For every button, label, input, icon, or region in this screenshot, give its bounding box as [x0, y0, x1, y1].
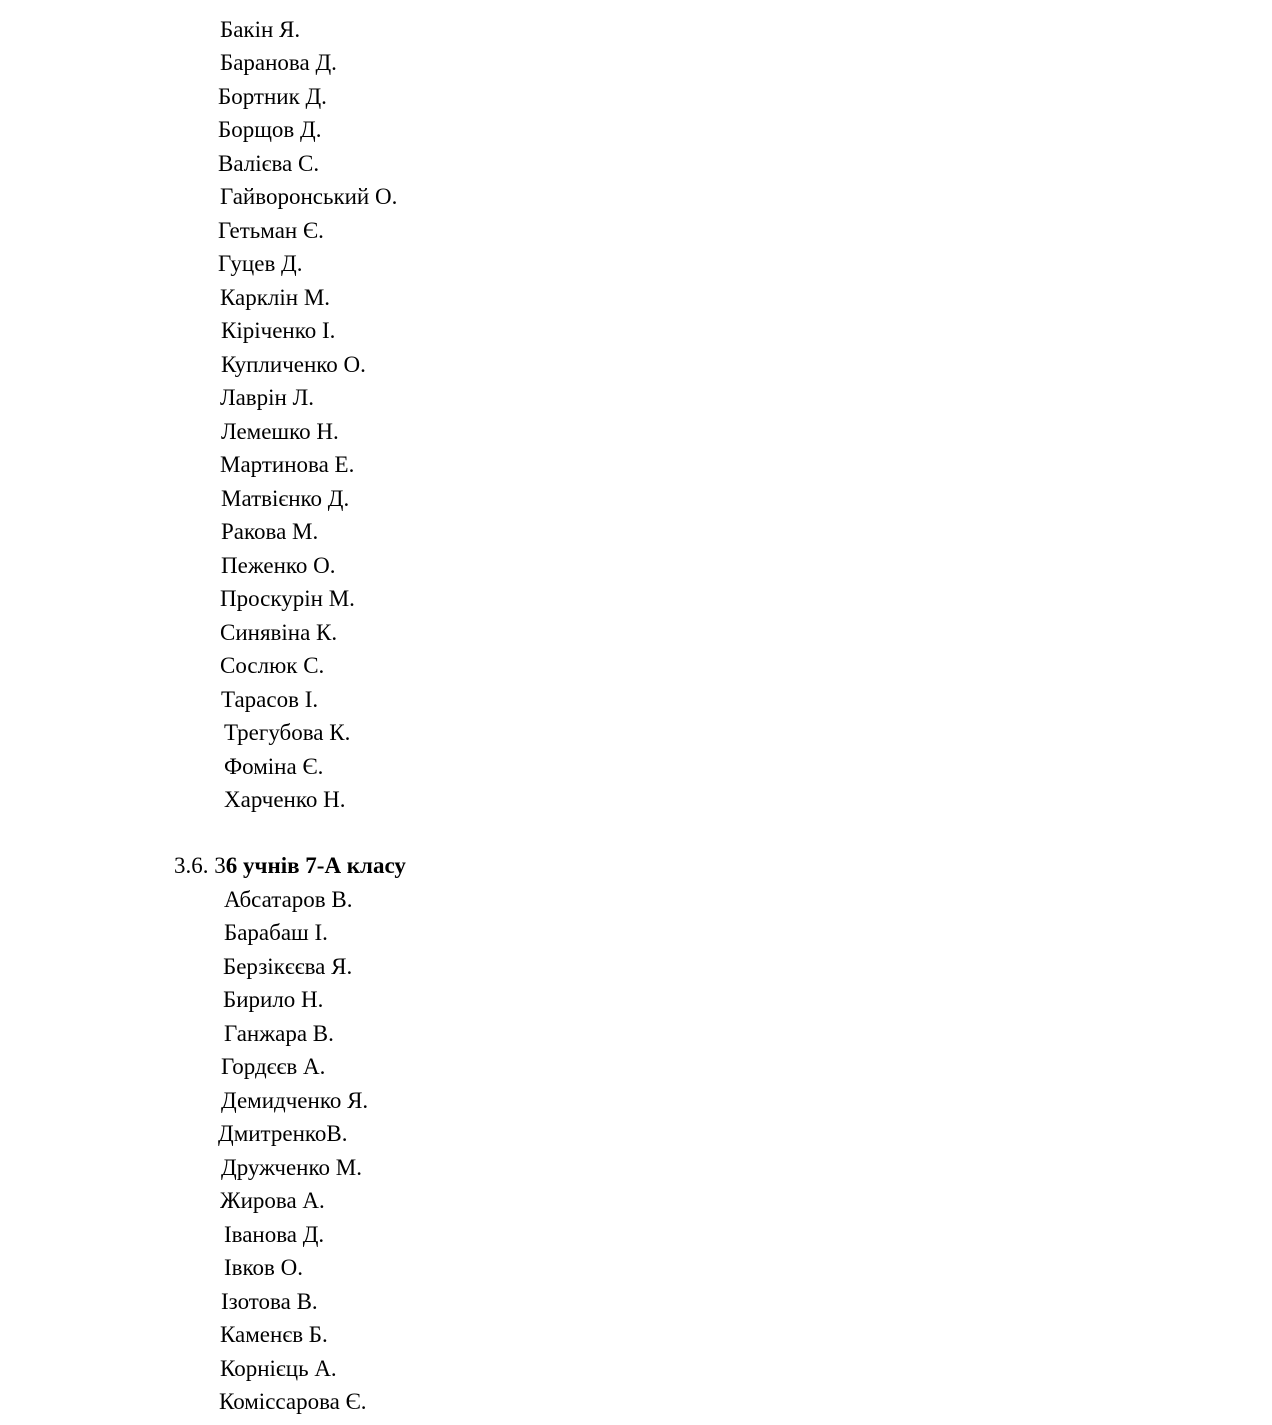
list-item: Лемешко Н. — [221, 419, 339, 444]
list-item: Гетьман Є. — [218, 218, 324, 243]
list-item: Бирило Н. — [223, 987, 324, 1012]
section-heading — [174, 852, 406, 880]
list-item: Валієва С. — [218, 151, 320, 176]
list-item: Гуцев Д. — [218, 251, 303, 276]
list-item: Ракова М. — [221, 519, 319, 544]
list-item: Демидченко Я. — [221, 1088, 369, 1113]
list-item: Борщов Д. — [218, 117, 322, 142]
list-item: Івков О. — [224, 1255, 303, 1280]
list-item: Жирова А. — [220, 1188, 325, 1213]
list-item: Бакін Я. — [220, 17, 301, 42]
list-item: Дружченко М. — [221, 1155, 362, 1180]
list-item: Барабаш І. — [224, 920, 328, 945]
list-item: Баранова Д. — [220, 50, 337, 75]
list-item: ДмитренкоВ. — [218, 1121, 348, 1146]
list-item: Абсатаров В. — [224, 887, 353, 912]
list-item: Синявіна К. — [220, 620, 338, 645]
list-item: Ізотова В. — [221, 1289, 318, 1314]
list-item: Сослюк С. — [220, 653, 325, 678]
list-item: Каменєв Б. — [220, 1322, 328, 1347]
list-item: Трегубова К. — [224, 720, 351, 745]
list-item: Матвієнко Д. — [221, 486, 350, 511]
list-item: Гордєєв А. — [221, 1054, 326, 1079]
list-item: Гайворонський О. — [220, 184, 398, 209]
list-item: Пеженко О. — [221, 553, 336, 578]
section-title: 6 учнів 7-А класу — [225, 853, 406, 878]
list-item: Мартинова Е. — [220, 452, 355, 477]
list-item: Лаврін Л. — [220, 385, 314, 410]
list-item: Берзікєєва Я. — [223, 954, 353, 979]
list-item: Харченко Н. — [224, 787, 346, 812]
list-item: Купличенко О. — [221, 352, 366, 377]
section-number: 3.6. 3 — [174, 853, 226, 878]
list-item: Бортник Д. — [218, 84, 327, 109]
list-item: Корнієць А. — [220, 1356, 337, 1381]
list-item: Іванова Д. — [224, 1222, 325, 1247]
list-item: Тарасов І. — [221, 687, 319, 712]
list-item: Карклін М. — [220, 285, 331, 310]
list-item: Ганжара В. — [224, 1021, 334, 1046]
list-item: Фоміна Є. — [224, 754, 324, 779]
list-item: Кіріченко І. — [221, 318, 336, 343]
list-item: Проскурін М. — [220, 586, 355, 611]
list-item: Коміссарова Є. — [219, 1389, 367, 1414]
